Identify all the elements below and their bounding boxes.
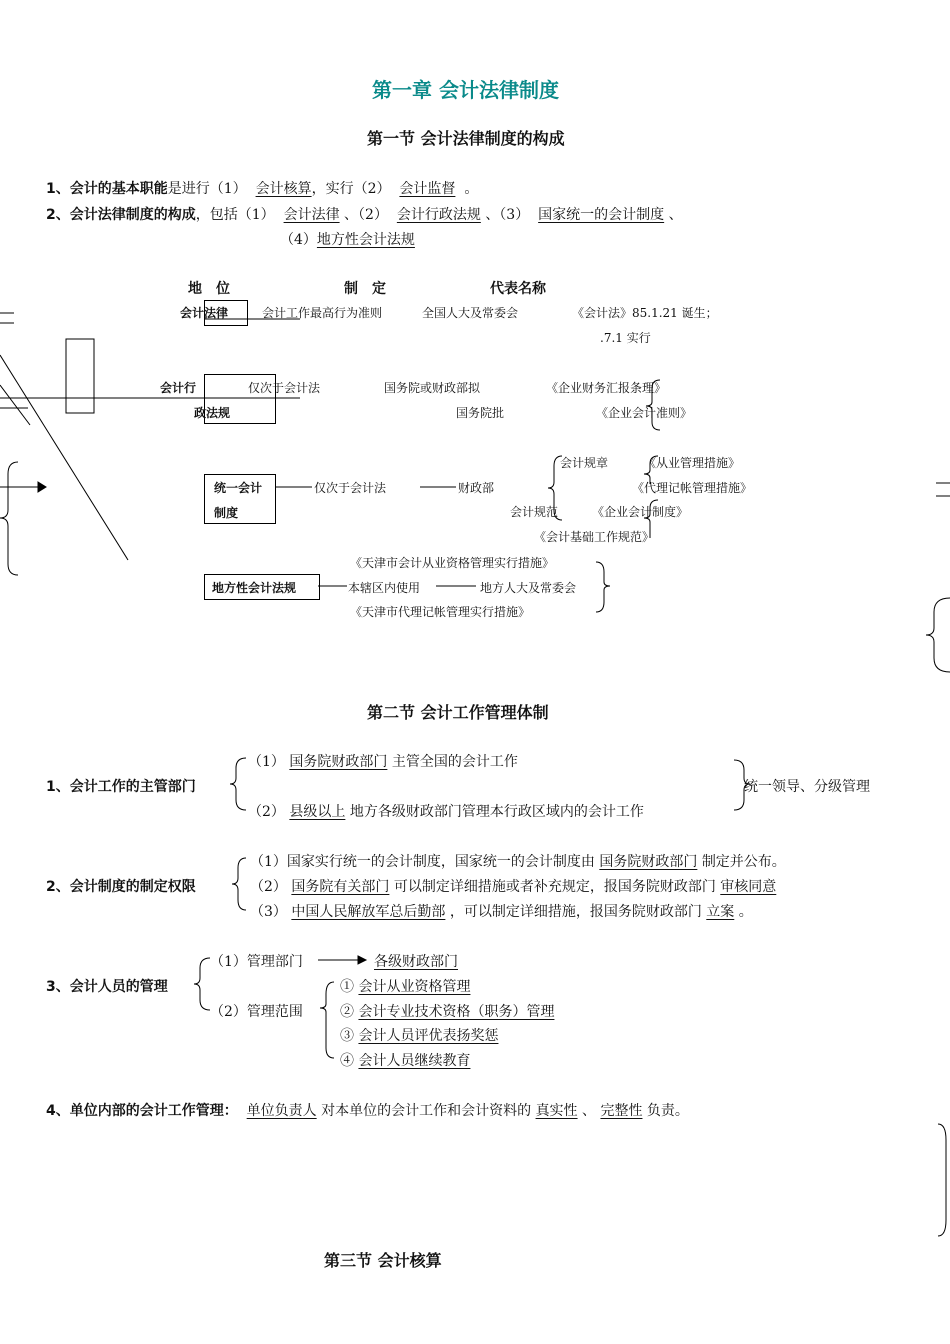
- s1-q2-line2: [280, 229, 415, 249]
- s2-q4-label: 4、单位内部的会计工作管理：: [46, 1103, 238, 1119]
- s2-q1-label: 1、会计工作的主管部门: [46, 779, 196, 795]
- q2-label: 会计法律制度的构成: [69, 207, 196, 223]
- q2-text5: （4）: [280, 232, 317, 248]
- s2-q3-scope-2: [340, 1001, 554, 1021]
- q2-blank2: 会计行政法规: [396, 207, 481, 223]
- s2-q2-i1-blank: 国务院财政部门: [599, 854, 698, 870]
- admin-label2: 政法规: [194, 406, 231, 420]
- scope-num-1: ①: [340, 979, 354, 995]
- s2-q3-i1-blank-wrap: [374, 951, 458, 971]
- s2-q2-item3: [250, 901, 753, 921]
- s2-q1-summary: 统一领导、分级管理: [744, 779, 870, 795]
- law-rep2: .7.1 实行: [600, 331, 651, 345]
- s2-q3-item1: （1）管理部门: [210, 954, 303, 970]
- q2-blank1: 会计法律: [283, 207, 340, 223]
- q1-text2: ，实行（2）: [311, 181, 391, 197]
- s2-q2-i1-end: 制定并公布。: [701, 854, 786, 870]
- q2-text3: 、（3）: [485, 207, 530, 223]
- unified-rep3: 《企业会计制度》: [592, 505, 689, 519]
- unified-label1: 统一会计: [214, 481, 263, 495]
- unified-status: 仅次于会计法: [314, 481, 387, 495]
- s2-q2-i1-text: （1）国家实行统一的会计制度，国家统一的会计制度由: [250, 854, 595, 870]
- s2-q4-text2: 、: [582, 1103, 597, 1119]
- unified-cat2: 会计规范: [510, 505, 559, 519]
- q2-num: 2、: [46, 207, 70, 223]
- q2-blank3: 国家统一的会计制度: [538, 207, 665, 223]
- s2-q3-scope-3: [340, 1025, 498, 1045]
- unified-rep2: 《代理记帐管理措施》: [632, 481, 753, 495]
- local-rep1: 《天津市会计从业资格管理实行措施》: [350, 556, 555, 570]
- chapter-title: 第一章 会计法律制度: [372, 78, 559, 102]
- s2-q4-blank1: 单位负责人: [246, 1103, 317, 1119]
- local-status: 本辖区内使用: [348, 581, 421, 595]
- q1-text1: 是进行（1）: [167, 181, 247, 197]
- admin-maker1: 国务院或财政部拟: [384, 381, 481, 395]
- unified-cat1: 会计规章: [560, 456, 609, 470]
- s2-q2-i2-blank2: 审核同意: [720, 879, 777, 895]
- unified-label2: 制度: [214, 506, 239, 520]
- s2-q2-i3-end: 。: [738, 904, 753, 920]
- s2-q3-scope-4: [340, 1050, 470, 1070]
- s2-q2-item1: [250, 851, 786, 871]
- unified-rep1: 《从业管理措施》: [644, 456, 741, 470]
- q1-blank1: 会计核算: [255, 181, 312, 197]
- s2-q2-i3-num: （3）: [250, 904, 287, 920]
- s2-q3-scope-1: [340, 976, 470, 996]
- s2-q1-item1: [248, 751, 518, 771]
- s2-q1-i2-num: （2）: [248, 804, 285, 820]
- admin-label1: 会计行: [160, 381, 197, 395]
- s2-q1-i2-blank: 县级以上: [289, 804, 346, 820]
- s1-q2-line: [46, 204, 683, 224]
- header-maker: 制 定: [344, 281, 386, 297]
- local-label: 地方性会计法规: [212, 581, 297, 595]
- s2-q4-text1: 对本单位的会计工作和会计资料的: [321, 1103, 532, 1119]
- header-status: 地 位: [188, 281, 230, 297]
- law-rep1: 《会计法》85.1.21 诞生；: [572, 306, 718, 320]
- section1-title: 第一节 会计法律制度的构成: [367, 129, 565, 148]
- s2-q2-i2-text: 可以制定详细措施或者补充规定，报国务院财政部门: [393, 879, 716, 895]
- s2-q3-label: 3、会计人员的管理: [46, 979, 168, 995]
- s2-q1-i1-text: 主管全国的会计工作: [391, 754, 518, 770]
- s2-q2-item2: [250, 876, 776, 896]
- scope-num-3: ③: [340, 1028, 354, 1044]
- section3-title: 第三节 会计核算: [324, 1251, 442, 1270]
- s2-q4-blank2: 真实性: [535, 1103, 578, 1119]
- scope-text-1: 会计从业资格管理: [358, 979, 471, 995]
- scope-text-2: 会计专业技术资格（职务）管理: [358, 1004, 555, 1020]
- s2-q2-i3-blank2: 立案: [706, 904, 735, 920]
- q1-label: 会计的基本职能: [69, 181, 168, 197]
- s2-q4-line: [46, 1100, 689, 1120]
- s2-q3-item2: （2）管理范围: [210, 1004, 303, 1020]
- q2-text4: 、: [668, 207, 683, 223]
- q2-text1: ，包括（1）: [195, 207, 275, 223]
- q2-blank4: 地方性会计法规: [316, 232, 415, 248]
- section2-title: 第二节 会计工作管理体制: [367, 703, 549, 722]
- scope-text-3: 会计人员评优表扬奖惩: [358, 1028, 499, 1044]
- s2-q2-label: 2、会计制度的制定权限: [46, 879, 196, 895]
- s2-q1-i1-num: （1）: [248, 754, 285, 770]
- scope-text-4: 会计人员继续教育: [358, 1053, 471, 1069]
- s2-q2-i3-text: ，可以制定详细措施，报国务院财政部门: [449, 904, 702, 920]
- q1-num: 1、: [46, 181, 70, 197]
- scope-num-4: ④: [340, 1053, 354, 1069]
- admin-rep1: 《企业财务汇报条理》: [546, 381, 667, 395]
- s2-q4-blank3: 完整性: [600, 1103, 643, 1119]
- law-status: 会计工作最高行为准则: [262, 306, 383, 320]
- s2-q1-i1-blank: 国务院财政部门: [289, 754, 388, 770]
- s2-q4-text3: 负责。: [646, 1103, 689, 1119]
- local-maker: 地方人大及常委会: [480, 581, 577, 595]
- q1-blank2: 会计监督: [399, 181, 456, 197]
- local-rep2: 《天津市代理记帐管理实行措施》: [350, 605, 531, 619]
- q1-text3: 。: [464, 181, 479, 197]
- s2-q2-i3-blank: 中国人民解放军总后勤部: [291, 904, 446, 920]
- admin-rep2: 《企业会计准则》: [596, 406, 693, 420]
- s2-q2-i2-blank: 国务院有关部门: [291, 879, 390, 895]
- q2-text2: 、（2）: [344, 207, 388, 223]
- s1-q1-line: [46, 178, 478, 198]
- scope-num-2: ②: [340, 1004, 354, 1020]
- admin-status: 仅次于会计法: [248, 381, 321, 395]
- unified-maker: 财政部: [458, 481, 495, 495]
- s2-q3-i1-blank: 各级财政部门: [374, 954, 458, 970]
- admin-maker2: 国务院批: [456, 406, 505, 420]
- s2-q1-item2: [248, 801, 644, 821]
- law-label: 会计法律: [180, 306, 229, 320]
- law-maker: 全国人大及常委会: [422, 306, 519, 320]
- s2-q2-i2-num: （2）: [250, 879, 287, 895]
- s2-q1-i2-text: 地方各级财政部门管理本行政区域内的会计工作: [349, 804, 644, 820]
- header-rep: 代表名称: [490, 281, 546, 297]
- unified-rep4: 《会计基础工作规范》: [534, 530, 655, 544]
